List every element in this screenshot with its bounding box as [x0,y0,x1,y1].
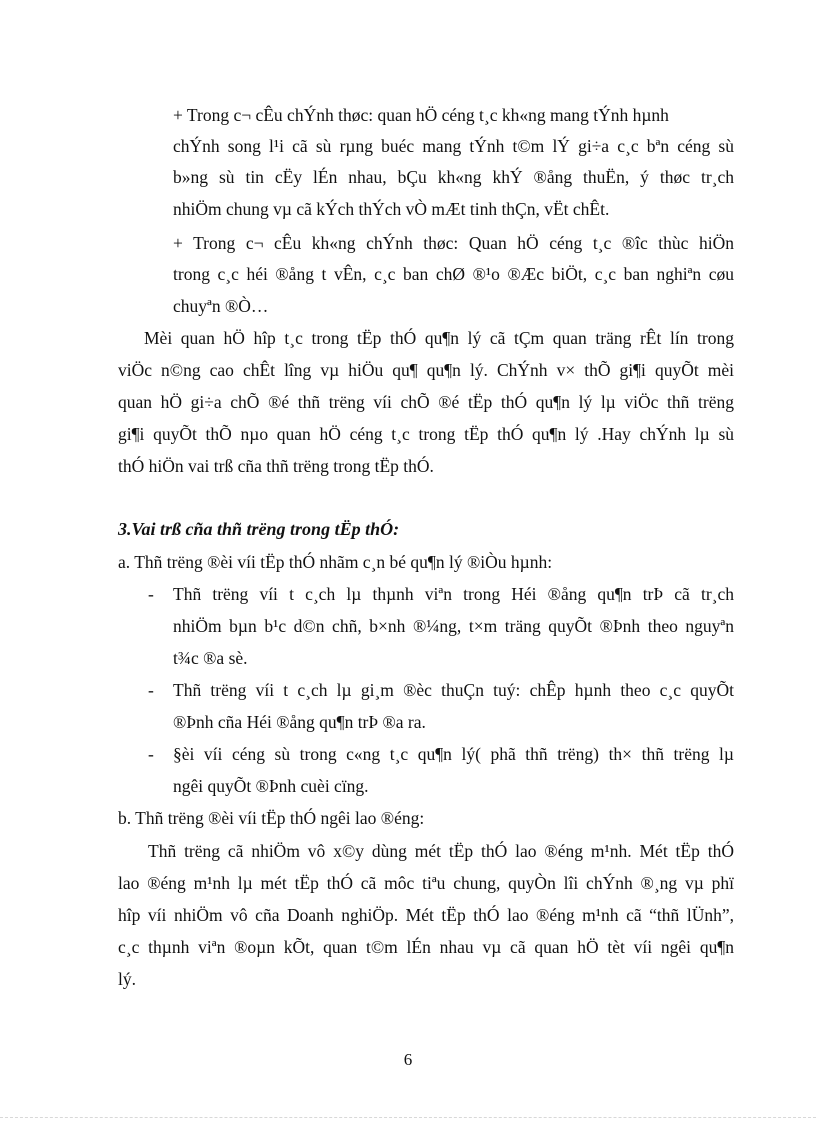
body-text-line: gi¶i quyÕt thÕ nµo quan hÖ céng t¸c trong tËp thÓ qu¶n lý .Hay chÝnh lµ sù [118,424,734,444]
body-text-line: c¸c thµnh viªn ®oµn kÕt, quan t©m lÉn nhau vµ cã quan hÖ tèt víi ngêi qu¶n [118,937,734,957]
body-text-line: §èi víi céng sù trong c«ng t¸c qu¶n lý( phã thñ trëng) th× thñ trëng lµ [173,744,734,764]
body-text-line: + Trong c¬ cÊu kh«ng chÝnh thøc: Quan hÖ céng t¸c ®îc thùc hiÖn [173,233,734,253]
bullet-dash: - [148,744,154,764]
body-text-line: + Trong c¬ cÊu chÝnh thøc: quan hÖ céng t¸c kh«ng mang tÝnh hµnh [173,105,669,125]
section-heading: 3.Vai trß cña thñ trëng trong tËp thÓ: [118,519,400,539]
body-text-line: viÖc n©ng cao chÊt lîng vµ hiÖu qu¶ qu¶n lý. ChÝnh v× thÕ gi¶i quyÕt mèi [118,360,734,380]
body-text-line: chÝnh song l¹i cã sù rµng buéc mang tÝnh t©m lÝ gi÷a c¸c bªn céng sù [173,136,734,156]
body-text-line: ®Þnh cña Héi ®ång qu¶n trÞ ®a ra. [173,712,426,732]
page-number: 6 [403,1050,413,1069]
body-text-line: t¾c ®a sè. [173,648,248,668]
body-text-line: lý. [118,969,136,989]
body-text-line: chuyªn ®Ò… [173,296,269,316]
body-text-line: ngêi quyÕt ®Þnh cuèi cïng. [173,776,369,796]
body-text-line: quan hÖ gi÷a chÕ ®é thñ trëng víi chÕ ®é tËp thÓ qu¶n lý lµ viÖc thñ trëng [118,392,734,412]
page-bottom-divider [0,1117,816,1118]
body-text-line: Thñ trëng cã nhiÖm vô x©y dùng mét tËp thÓ lao ®éng m¹nh. Mét tËp thÓ [148,841,734,861]
bullet-dash: - [148,584,154,604]
body-text-line: nhiÖm bµn b¹c d©n chñ, b×nh ®¼ng, t×m träng quyÕt ®Þnh theo nguyªn [173,616,734,636]
body-text-line: trong c¸c héi ®ång t vÊn, c¸c ban chØ ®¹o ®Æc biÖt, c¸c ban nghiªn cøu [173,264,734,284]
body-text-line: Thñ trëng víi t c¸ch lµ thµnh viªn trong Héi ®ång qu¶n trÞ cã tr¸ch [173,584,734,604]
body-text-line: nhiÖm chung vµ cã kÝch thÝch vÒ mÆt tinh thÇn, vËt chÊt. [173,199,610,219]
bullet-dash: - [148,680,154,700]
body-text-line: thÓ hiÖn vai trß cña thñ trëng trong tËp thÓ. [118,456,434,476]
body-text-line: lao ®éng m¹nh lµ mét tËp thÓ cã môc tiªu chung, quyÒn lîi chÝnh ®¸ng vµ phï [118,873,734,893]
body-text-line: b»ng sù tin cËy lÉn nhau, bÇu kh«ng khÝ ®ång thuËn, ý thøc tr¸ch [173,167,734,187]
body-text-line: Thñ trëng víi t c¸ch lµ gi¸m ®èc thuÇn tuý: chÊp hµnh theo c¸c quyÕt [173,680,734,700]
subheading-b: b. Thñ trëng ®èi víi tËp thÓ ngêi lao ®éng: [118,808,425,828]
subheading-a: a. Thñ trëng ®èi víi tËp thÓ nhãm c¸n bé qu¶n lý ®iÒu hµnh: [118,552,553,572]
body-text-line: Mèi quan hÖ hîp t¸c trong tËp thÓ qu¶n lý cã tÇm quan träng rÊt lín trong [144,328,734,348]
body-text-line: hîp víi nhiÖm vô cña Doanh nghiÖp. Mét tËp thÓ lao ®éng m¹nh cã “thñ lÜnh”, [118,905,734,925]
